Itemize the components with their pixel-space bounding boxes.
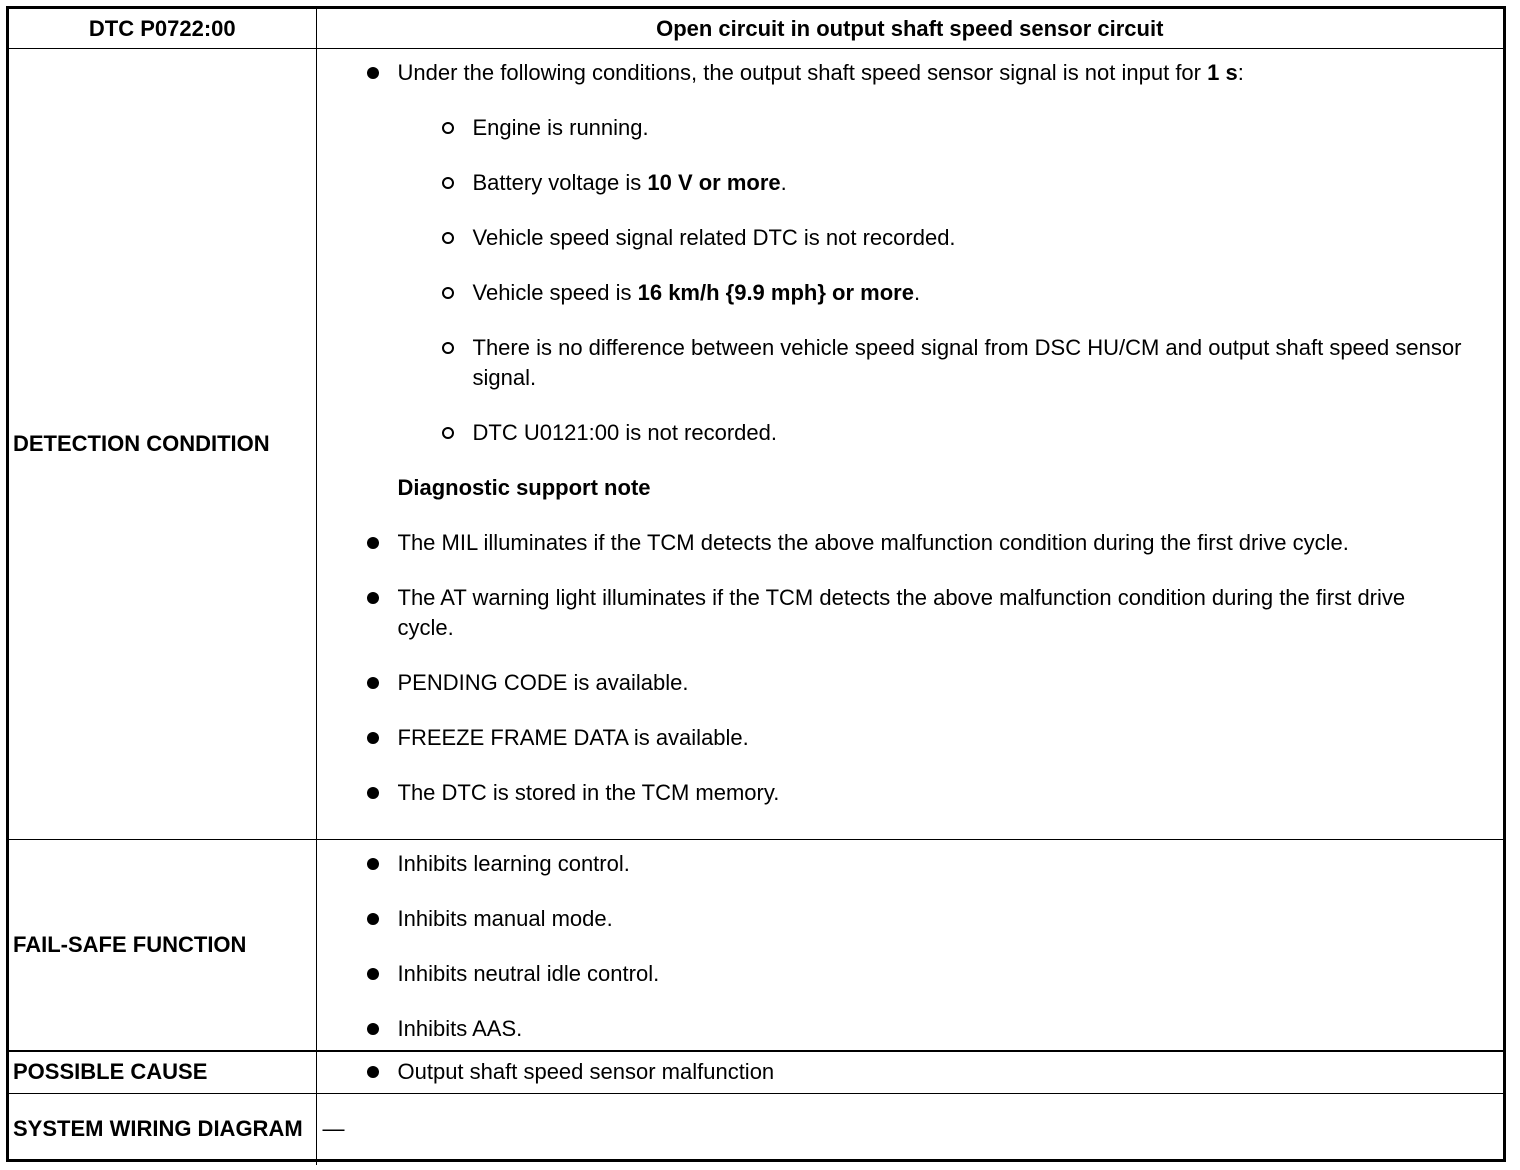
detection-condition-label: DETECTION CONDITION [9, 49, 316, 840]
filled-bullet-icon [367, 913, 379, 925]
header-row [9, 9, 1503, 49]
list-item: There is no difference between vehicle speed signal from DSC HU/CM and output shaft speed sensor signal. [317, 333, 1464, 393]
list-item: PENDING CODE is available. [317, 668, 1464, 698]
possible-cause-content [316, 1051, 1503, 1093]
list-item: Inhibits learning control. [317, 849, 1464, 879]
fail-safe-function-content [316, 840, 1503, 1052]
detection-condition-content [316, 49, 1503, 840]
wiring-row [9, 1093, 1503, 1165]
filled-bullet-icon [367, 677, 379, 689]
possible-cause-label: POSSIBLE CAUSE [9, 1051, 316, 1093]
filled-bullet-icon [367, 537, 379, 549]
hollow-bullet-icon [442, 342, 454, 354]
hollow-bullet-icon [442, 427, 454, 439]
hollow-bullet-icon [442, 177, 454, 189]
hollow-bullet-icon [442, 232, 454, 244]
hollow-bullet-icon [442, 122, 454, 134]
dtc-table-frame [6, 6, 1506, 1162]
cause-row [9, 1051, 1503, 1093]
list-item: Under the following conditions, the output shaft speed sensor signal is not input for 1 s: [317, 58, 1464, 88]
system-wiring-diagram-value: — [316, 1093, 1503, 1165]
dtc-code: DTC P0722:00 [9, 9, 316, 49]
system-wiring-diagram-label: SYSTEM WIRING DIAGRAM [9, 1093, 316, 1165]
list-item: Inhibits manual mode. [317, 904, 1464, 934]
failsafe-row [9, 840, 1503, 1052]
filled-bullet-icon [367, 67, 379, 79]
list-item: Output shaft speed sensor malfunction [317, 1057, 1504, 1087]
filled-bullet-icon [367, 732, 379, 744]
detection-row [9, 49, 1503, 840]
list-item: Battery voltage is 10 V or more. [317, 168, 1464, 198]
list-item: Inhibits AAS. [317, 1014, 1464, 1044]
hollow-bullet-icon [442, 287, 454, 299]
filled-bullet-icon [367, 1023, 379, 1035]
list-item: The DTC is stored in the TCM memory. [317, 778, 1464, 808]
dtc-title: Open circuit in output shaft speed sensor circuit [316, 9, 1503, 49]
list-item: Inhibits neutral idle control. [317, 959, 1464, 989]
filled-bullet-icon [367, 968, 379, 980]
filled-bullet-icon [367, 1066, 379, 1078]
list-item: Engine is running. [317, 113, 1464, 143]
list-item: The MIL illuminates if the TCM detects the above malfunction condition during the first drive cycle. [317, 528, 1464, 558]
list-item: FREEZE FRAME DATA is available. [317, 723, 1464, 753]
list-item: DTC U0121:00 is not recorded. [317, 418, 1464, 448]
list-item: Vehicle speed signal related DTC is not recorded. [317, 223, 1464, 253]
dtc-table [9, 9, 1503, 1165]
filled-bullet-icon [367, 787, 379, 799]
diagnostic-note-heading: Diagnostic support note [397, 475, 651, 500]
filled-bullet-icon [367, 592, 379, 604]
list-item: The AT warning light illuminates if the TCM detects the above malfunction condition during the first drive cycle. [317, 583, 1464, 643]
list-item: Vehicle speed is 16 km/h {9.9 mph} or more. [317, 278, 1464, 308]
filled-bullet-icon [367, 858, 379, 870]
fail-safe-function-label: FAIL-SAFE FUNCTION [9, 840, 316, 1052]
